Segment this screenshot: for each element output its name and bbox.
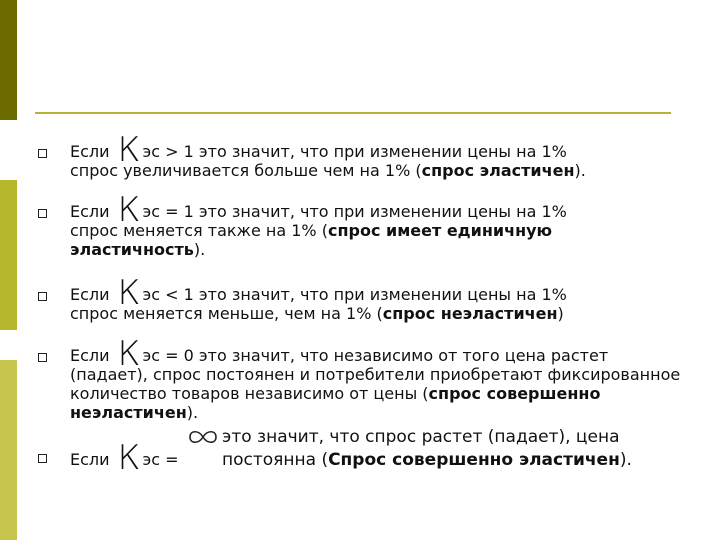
list-item	[70, 273, 690, 323]
if-label: Если	[70, 285, 110, 304]
operator-text: эс > 1	[142, 142, 194, 161]
if-label: Если	[70, 346, 110, 365]
item-text: спрос меняется также на 1% (	[70, 221, 328, 240]
operator-text: эс = 0	[142, 346, 194, 365]
bullet-icon	[38, 209, 47, 218]
k-symbol: К	[117, 130, 141, 170]
k-symbol: К	[117, 273, 141, 313]
item-text-block	[222, 426, 692, 472]
sidebar-segment	[0, 120, 17, 180]
bullet-icon	[38, 353, 47, 362]
sidebar-segment	[0, 180, 17, 330]
infinity-icon	[186, 427, 220, 447]
sidebar-stripe	[0, 0, 17, 540]
item-text: спрос увеличивается больше чем на 1% (	[70, 161, 422, 180]
list-item	[70, 438, 179, 478]
bullet-icon	[38, 292, 47, 301]
item-text: ).	[574, 161, 586, 180]
item-bold-text: спрос имеет единичную эластичность	[70, 221, 553, 259]
bullet-icon	[38, 149, 47, 158]
item-text: это значит, что при изменении цены на 1%	[198, 285, 567, 304]
sidebar-segment	[0, 360, 17, 540]
item-bold-text: спрос совершенно неэластичен	[70, 384, 601, 422]
k-symbol: К	[117, 334, 141, 374]
sidebar-segment	[0, 0, 17, 120]
list-item	[70, 130, 690, 180]
item-bold-text: спрос эластичен	[421, 161, 575, 180]
item-text: это значит, что при изменении цены на 1%	[198, 202, 567, 221]
item-text: ).	[186, 403, 199, 422]
item-text: ).	[193, 240, 206, 259]
item-bold-text: спрос неэластичен	[382, 304, 558, 323]
item-text: это значит, что независимо от того цена растет	[198, 346, 609, 365]
k-symbol: К	[117, 438, 141, 478]
if-label: Если	[70, 450, 110, 469]
item-text: )	[557, 304, 564, 323]
item-text: это значит, что при изменении цены на 1%	[198, 142, 567, 161]
item-text: спрос меняется меньше, чем на 1% (	[70, 304, 383, 323]
list-item	[70, 190, 690, 259]
title-divider	[35, 112, 671, 114]
k-symbol: К	[117, 190, 141, 230]
if-label: Если	[70, 142, 110, 161]
operator-text: эс < 1	[142, 285, 194, 304]
sidebar-segment	[0, 330, 17, 360]
item-bold-text: Спрос совершенно эластичен	[328, 450, 620, 470]
item-text: ).	[619, 450, 632, 470]
operator-text: эс =	[142, 450, 179, 469]
item-text: (падает), спрос постоянен и потребители приобретают фиксированное количество товаров независимо от цены (	[70, 365, 681, 403]
list-item	[70, 334, 690, 422]
operator-text: эс = 1	[142, 202, 194, 221]
bullet-icon	[38, 454, 47, 463]
item-text: это значит, что спрос растет (падает), цена постоянна (	[222, 427, 620, 470]
if-label: Если	[70, 202, 110, 221]
